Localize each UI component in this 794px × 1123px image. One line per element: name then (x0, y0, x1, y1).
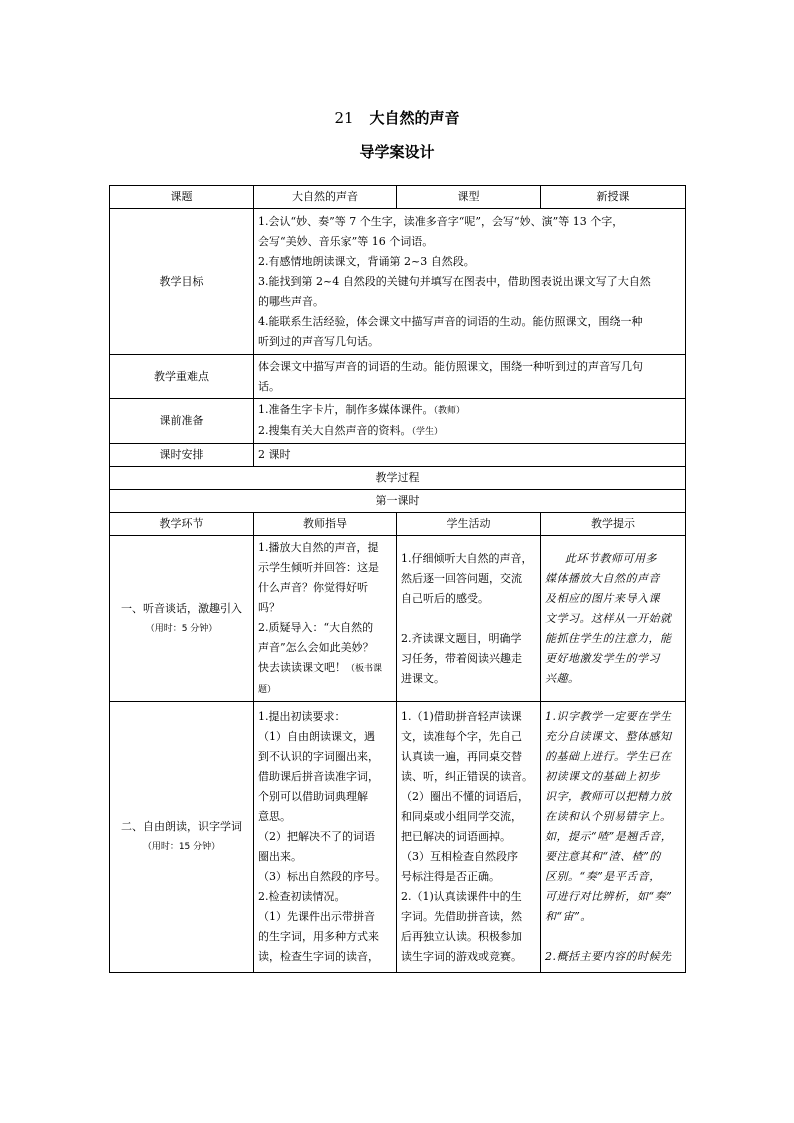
period-title: 第一课时 (110, 490, 686, 513)
teacher-line: 吗？ (258, 600, 280, 614)
column-header-row (110, 513, 686, 536)
stage1-student (397, 536, 541, 702)
student-line: 2.齐读课文题目，明确学 (401, 631, 522, 645)
student-line: （2）圈出不懂的词语后， (401, 790, 529, 803)
teacher-line: 借助课后拼音读准字词， (258, 770, 379, 783)
student-line: 1.仔细倾听大自然的声音， (401, 551, 533, 565)
student-line: 自己听后的感受。 (401, 591, 489, 605)
topic-value: 大自然的声音 (254, 186, 397, 209)
keypoints-content (254, 355, 686, 399)
goal-line: 4.能联系生活经验，体会课文中描写声音的词语的生动。能仿照课文，围绕一种 (258, 314, 643, 328)
hint-line: 此环节教师可用多 (565, 551, 657, 565)
student-line: 进课文。 (401, 671, 445, 685)
goal-line: 会写“美妙、音乐家”等 16 个词语。 (258, 234, 434, 248)
student-line: 后再独立认读。积极参加 (401, 930, 522, 943)
teacher-line: 到不认识的字词圈出来， (258, 750, 379, 763)
stage1-name: 一、听音谈话，激趣引入 (121, 601, 242, 615)
goals-label: 教学目标 (110, 209, 254, 355)
stage1-hint (541, 536, 686, 702)
prep-line-1 (258, 400, 681, 421)
stage2-row (110, 702, 686, 973)
hint-line: 及相应的图片来导入课 (545, 591, 660, 605)
hint-line: 文学习。这样从一开始就 (545, 611, 672, 625)
hint-line: 识字，教师可以把精力放 (545, 790, 672, 803)
type-value: 新授课 (541, 186, 686, 209)
goal-line: 2.有感情地朗读课文，背诵第 2~3 自然段。 (258, 254, 475, 268)
lesson-plan-table (109, 185, 686, 973)
hint-line: 可进行对比辨析，如“奏” (545, 890, 673, 903)
goal-line: 的哪些声音。 (258, 294, 324, 308)
hint-line: 要注意其和“渣、楂”的 (545, 850, 661, 863)
teacher-line: 示学生倾听并回答：这是 (258, 560, 379, 574)
period-row (110, 490, 686, 513)
student-line (401, 609, 536, 629)
hint-line: 在读和认个别易错字上。 (545, 810, 672, 823)
topic-label: 课题 (110, 186, 254, 209)
teacher-line-text: 快去读读课文吧！ (258, 660, 346, 674)
student-line: 读生字词的游戏或竞赛。 (401, 950, 522, 963)
student-line: 和同桌或小组同学交流， (401, 810, 522, 823)
teacher-line: 个别可以借助词典理解 (258, 790, 368, 803)
hint-line (545, 927, 681, 947)
teacher-line: 声音”怎么会如此美妙？ (258, 640, 374, 654)
student-line: 读、听，纠正错误的读音。 (401, 770, 533, 783)
prep-row (110, 399, 686, 444)
col-stage: 教学环节 (110, 513, 254, 536)
student-line: 2.（1)认真读课件中的生 (401, 890, 522, 903)
stage2-student (397, 702, 541, 973)
lesson-number: 21 (334, 109, 354, 127)
lesson-title (0, 107, 794, 128)
schedule-value: 2 课时 (254, 444, 686, 467)
keypoints-row (110, 355, 686, 399)
schedule-label: 课时安排 (110, 444, 254, 467)
hint-line: 2.概括主要内容的时候先 (545, 950, 672, 963)
lesson-title-text: 大自然的声音 (369, 109, 460, 127)
teacher-line: 2.质疑导入：“大自然的 (258, 620, 374, 634)
col-teacher: 教师指导 (254, 513, 397, 536)
col-student: 学生活动 (397, 513, 541, 536)
teacher-line (258, 658, 392, 700)
student-line: 认真读一遍，再同桌交替 (401, 750, 522, 763)
process-title-row (110, 467, 686, 490)
student-line: 把已解决的词语画掉。 (401, 830, 511, 843)
student-line: 习任务，带着阅读兴趣走 (401, 651, 522, 665)
stage1-time: （用时：5 分钟） (145, 623, 218, 634)
type-label: 课型 (397, 186, 541, 209)
teacher-line: 圈出来。 (258, 850, 302, 863)
topic-row (110, 186, 686, 209)
teacher-line: 的生字词，用多种方式来 (258, 930, 379, 943)
teacher-line: 1.提出初读要求： (258, 710, 346, 723)
stage2-teacher (254, 702, 397, 973)
student-line: 然后逐一回答问题，交流 (401, 571, 522, 585)
hint-line: 1.识字教学一定要在学生 (545, 710, 672, 723)
teacher-line: 2.检查初读情况。 (258, 890, 346, 903)
student-line: 号标注得是否正确。 (401, 870, 500, 883)
schedule-row (110, 444, 686, 467)
stage2-time: （用时：15 分钟） (142, 842, 221, 852)
page-subtitle: 导学案设计 (359, 143, 435, 161)
goal-line: 听到过的声音写几句话。 (258, 334, 379, 348)
teacher-line: 什么声音？你觉得好听 (258, 580, 368, 594)
hint-line: 如，提示“喳”是翘舌音， (545, 830, 673, 843)
hint-line: 媒体播放大自然的声音 (545, 571, 660, 585)
prep-1-note: （教师） (433, 406, 466, 416)
teacher-note: （板书课题） (258, 663, 383, 695)
hint-line: 和“宙”。 (545, 910, 592, 923)
teacher-line: （2）把解决不了的词语 (258, 830, 375, 843)
stage2-name-cell (110, 702, 254, 973)
col-hint: 教学提示 (541, 513, 686, 536)
stage2-hint (541, 702, 686, 973)
goal-line: 3.能找到第 2~4 自然段的关键句并填写在图表中，借助图表说出课文写了大自然 (258, 274, 651, 288)
hint-line: 充分自读课文、整体感知 (545, 730, 672, 743)
stage2-name: 二、自由朗读，识字学词 (121, 820, 242, 833)
prep-content (254, 399, 686, 444)
hint-line: 能抓住学生的注意力，能 (545, 631, 672, 645)
student-line: 字词。先借助拼音读，然 (401, 910, 522, 923)
goal-line: 1.会认“妙、奏”等 7 个生字，读准多音字“呢”，会写“妙、演”等 13 个字， (258, 214, 624, 228)
prep-2-text: 2.搜集有关大自然声音的资料。 (258, 424, 412, 437)
keypoint-line: 体会课文中描写声音的词语的生动。能仿照课文，围绕一种听到过的声音写几句 (258, 359, 643, 373)
teacher-line: 1.播放大自然的声音，提 (258, 540, 379, 554)
keypoints-label: 教学重难点 (110, 355, 254, 399)
goals-row (110, 209, 686, 355)
hint-line: 区别。“奏”是平舌音， (545, 870, 661, 883)
student-line: （3）互相检查自然段序 (401, 850, 518, 863)
prep-line-2 (258, 421, 681, 442)
hint-line: 兴趣。 (545, 671, 580, 685)
student-line: 1.（1)借助拼音轻声读课 (401, 710, 522, 723)
hint-line: 更好地激发学生的学习 (545, 651, 660, 665)
student-line: 文，读准每个字，先自己 (401, 730, 522, 743)
stage1-row (110, 536, 686, 702)
teacher-line: 意思。 (258, 810, 291, 823)
prep-label: 课前准备 (110, 399, 254, 444)
hint-line: 初读课文的基础上初步 (545, 770, 660, 783)
process-title: 教学过程 (110, 467, 686, 490)
stage1-name-cell (110, 536, 254, 702)
hint-line: 的基础上进行。学生已在 (545, 750, 672, 763)
teacher-line: （1）先课件出示带拼音 (258, 910, 375, 923)
goals-content (254, 209, 686, 355)
keypoint-line: 话。 (258, 379, 280, 393)
prep-2-note: （学生） (411, 427, 444, 437)
teacher-line: 读，检查生字词的读音， (258, 950, 379, 963)
teacher-line: （1）自由朗读课文，遇 (258, 730, 375, 743)
stage1-teacher (254, 536, 397, 702)
teacher-line: （3）标出自然段的序号。 (258, 870, 386, 883)
prep-1-text: 1.准备生字卡片，制作多媒体课件。 (258, 403, 434, 416)
